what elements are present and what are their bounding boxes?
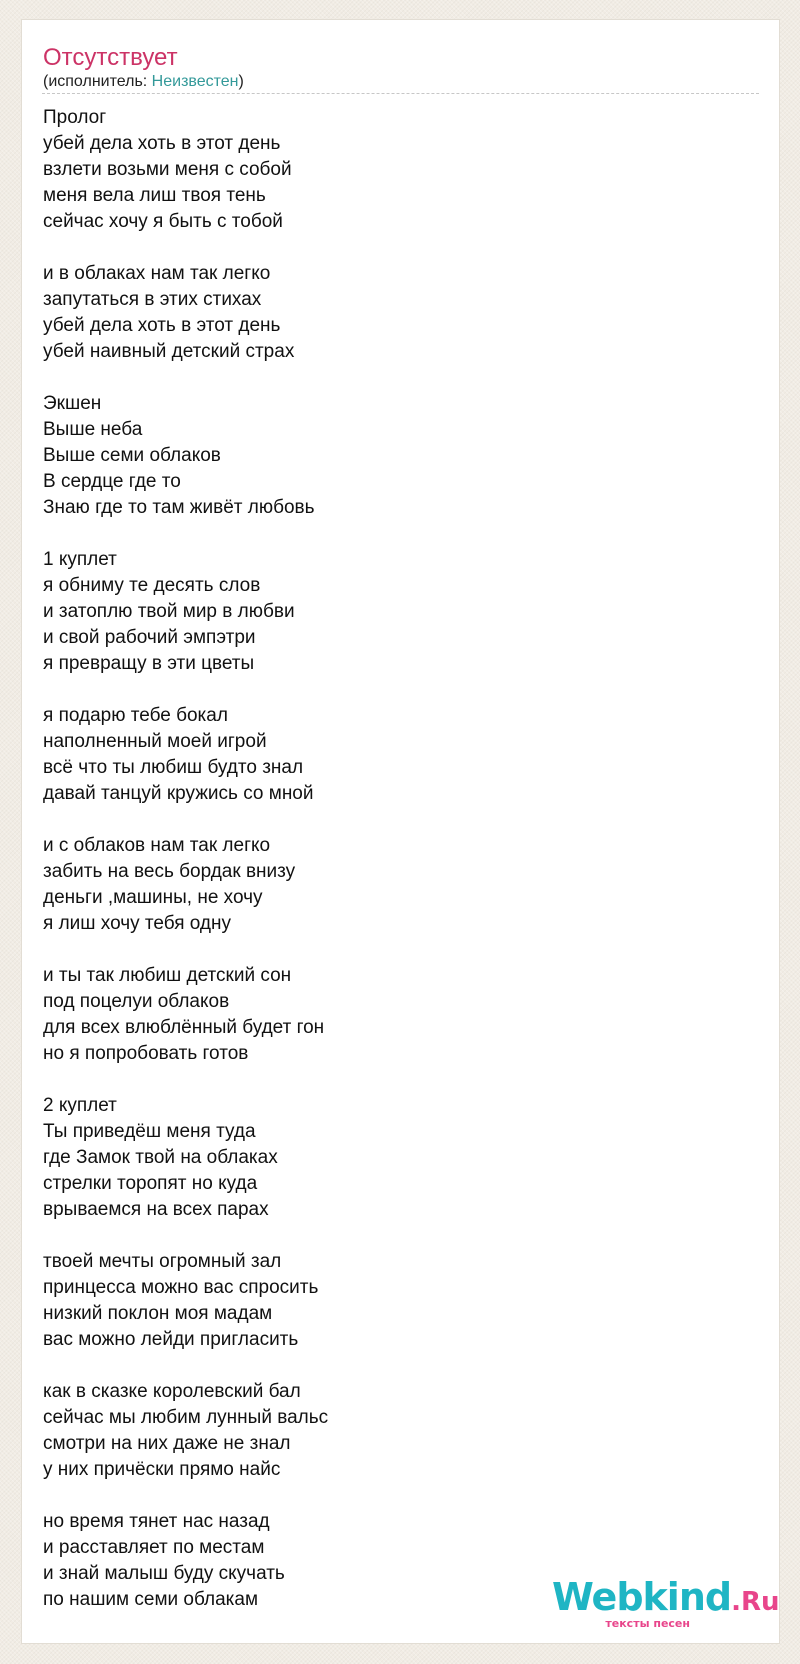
lyric-line: деньги ,машины, не хочу <box>43 887 263 908</box>
lyrics-stanza <box>43 1379 743 1483</box>
lyric-line: я подарю тебе бокал <box>43 705 228 726</box>
lyric-line: и расставляет по местам <box>43 1537 265 1558</box>
lyrics-stanza <box>43 703 743 807</box>
lyrics-stanza <box>43 261 743 365</box>
lyrics-stanza <box>43 1249 743 1353</box>
lyric-line: и знай малыш буду скучать <box>43 1563 285 1584</box>
lyric-line: по нашим семи облакам <box>43 1589 259 1610</box>
lyric-line: я превращу в эти цветы <box>43 653 255 674</box>
lyric-line: твоей мечты огромный зал <box>43 1251 282 1272</box>
lyric-line: убей дела хоть в этот день <box>43 315 281 336</box>
lyric-line: и в облаках нам так легко <box>43 263 271 284</box>
lyric-line: под поцелуи облаков <box>43 991 230 1012</box>
lyric-line: стрелки торопят но куда <box>43 1173 258 1194</box>
lyric-line: врываемся на всех парах <box>43 1199 269 1220</box>
lyric-line: я лиш хочу тебя одну <box>43 913 232 934</box>
lyric-line: убей наивный детский страх <box>43 341 295 362</box>
lyric-line: и свой рабочий эмпэтри <box>43 627 256 648</box>
lyric-line: и ты так любиш детский сон <box>43 965 292 986</box>
logo-brand: Webkind <box>552 1575 732 1619</box>
dashed-divider <box>42 93 759 94</box>
lyric-line: забить на весь бордак внизу <box>43 861 296 882</box>
webkind-logo[interactable] <box>552 1575 780 1630</box>
lyric-line: взлети возьми меня с собой <box>43 159 292 180</box>
lyrics-body <box>43 105 743 1639</box>
lyric-line: и с облаков нам так легко <box>43 835 271 856</box>
lyrics-stanza <box>43 963 743 1067</box>
logo-tld: .Ru <box>731 1587 780 1617</box>
logo-tagline: тексты песен <box>605 1617 690 1630</box>
lyric-line: Экшен <box>43 393 102 414</box>
lyric-line: смотри на них даже не знал <box>43 1433 291 1454</box>
lyric-line: наполненный моей игрой <box>43 731 267 752</box>
lyrics-stanza <box>43 1093 743 1223</box>
lyric-line: Выше семи облаков <box>43 445 221 466</box>
song-title: Отсутствует <box>43 44 178 71</box>
artist-suffix: ) <box>238 73 244 90</box>
lyric-line: но время тянет нас назад <box>43 1511 270 1532</box>
lyric-line: Пролог <box>43 107 107 128</box>
lyric-line: как в сказке королевский бал <box>43 1381 301 1402</box>
lyric-line: меня вела лиш твоя тень <box>43 185 266 206</box>
artist-line <box>43 72 244 92</box>
lyrics-stanza <box>43 391 743 521</box>
lyric-line: сейчас мы любим лунный вальс <box>43 1407 329 1428</box>
lyric-line: вас можно лейди пригласить <box>43 1329 299 1350</box>
lyric-line: и затоплю твой мир в любви <box>43 601 295 622</box>
lyric-line: 1 куплет <box>43 549 117 570</box>
lyric-line: запутаться в этих стихах <box>43 289 262 310</box>
artist-prefix: (исполнитель: <box>43 73 152 90</box>
content-card <box>21 19 780 1644</box>
lyric-line: 2 куплет <box>43 1095 117 1116</box>
lyric-line: где Замок твой на облаках <box>43 1147 278 1168</box>
logo-wordmark <box>552 1575 780 1622</box>
artist-link[interactable]: Неизвестен <box>151 73 239 90</box>
lyric-line: я обниму те десять слов <box>43 575 261 596</box>
lyric-line: Ты приведёш меня туда <box>43 1121 256 1142</box>
lyric-line: низкий поклон моя мадам <box>43 1303 273 1324</box>
lyric-line: но я попробовать готов <box>43 1043 249 1064</box>
lyric-line: всё что ты любиш будто знал <box>43 757 304 778</box>
lyric-line: убей дела хоть в этот день <box>43 133 281 154</box>
lyric-line: сейчас хочу я быть с тобой <box>43 211 283 232</box>
lyric-line: Выше неба <box>43 419 143 440</box>
lyrics-stanza <box>43 105 743 235</box>
lyrics-stanza <box>43 547 743 677</box>
lyric-line: Знаю где то там живёт любовь <box>43 497 315 518</box>
lyric-line: В сердце где то <box>43 471 181 492</box>
lyric-line: принцесса можно вас спросить <box>43 1277 319 1298</box>
lyric-line: давай танцуй кружись со мной <box>43 783 314 804</box>
lyrics-stanza <box>43 833 743 937</box>
lyric-line: у них причёски прямо найс <box>43 1459 281 1480</box>
lyric-line: для всех влюблённый будет гон <box>43 1017 325 1038</box>
